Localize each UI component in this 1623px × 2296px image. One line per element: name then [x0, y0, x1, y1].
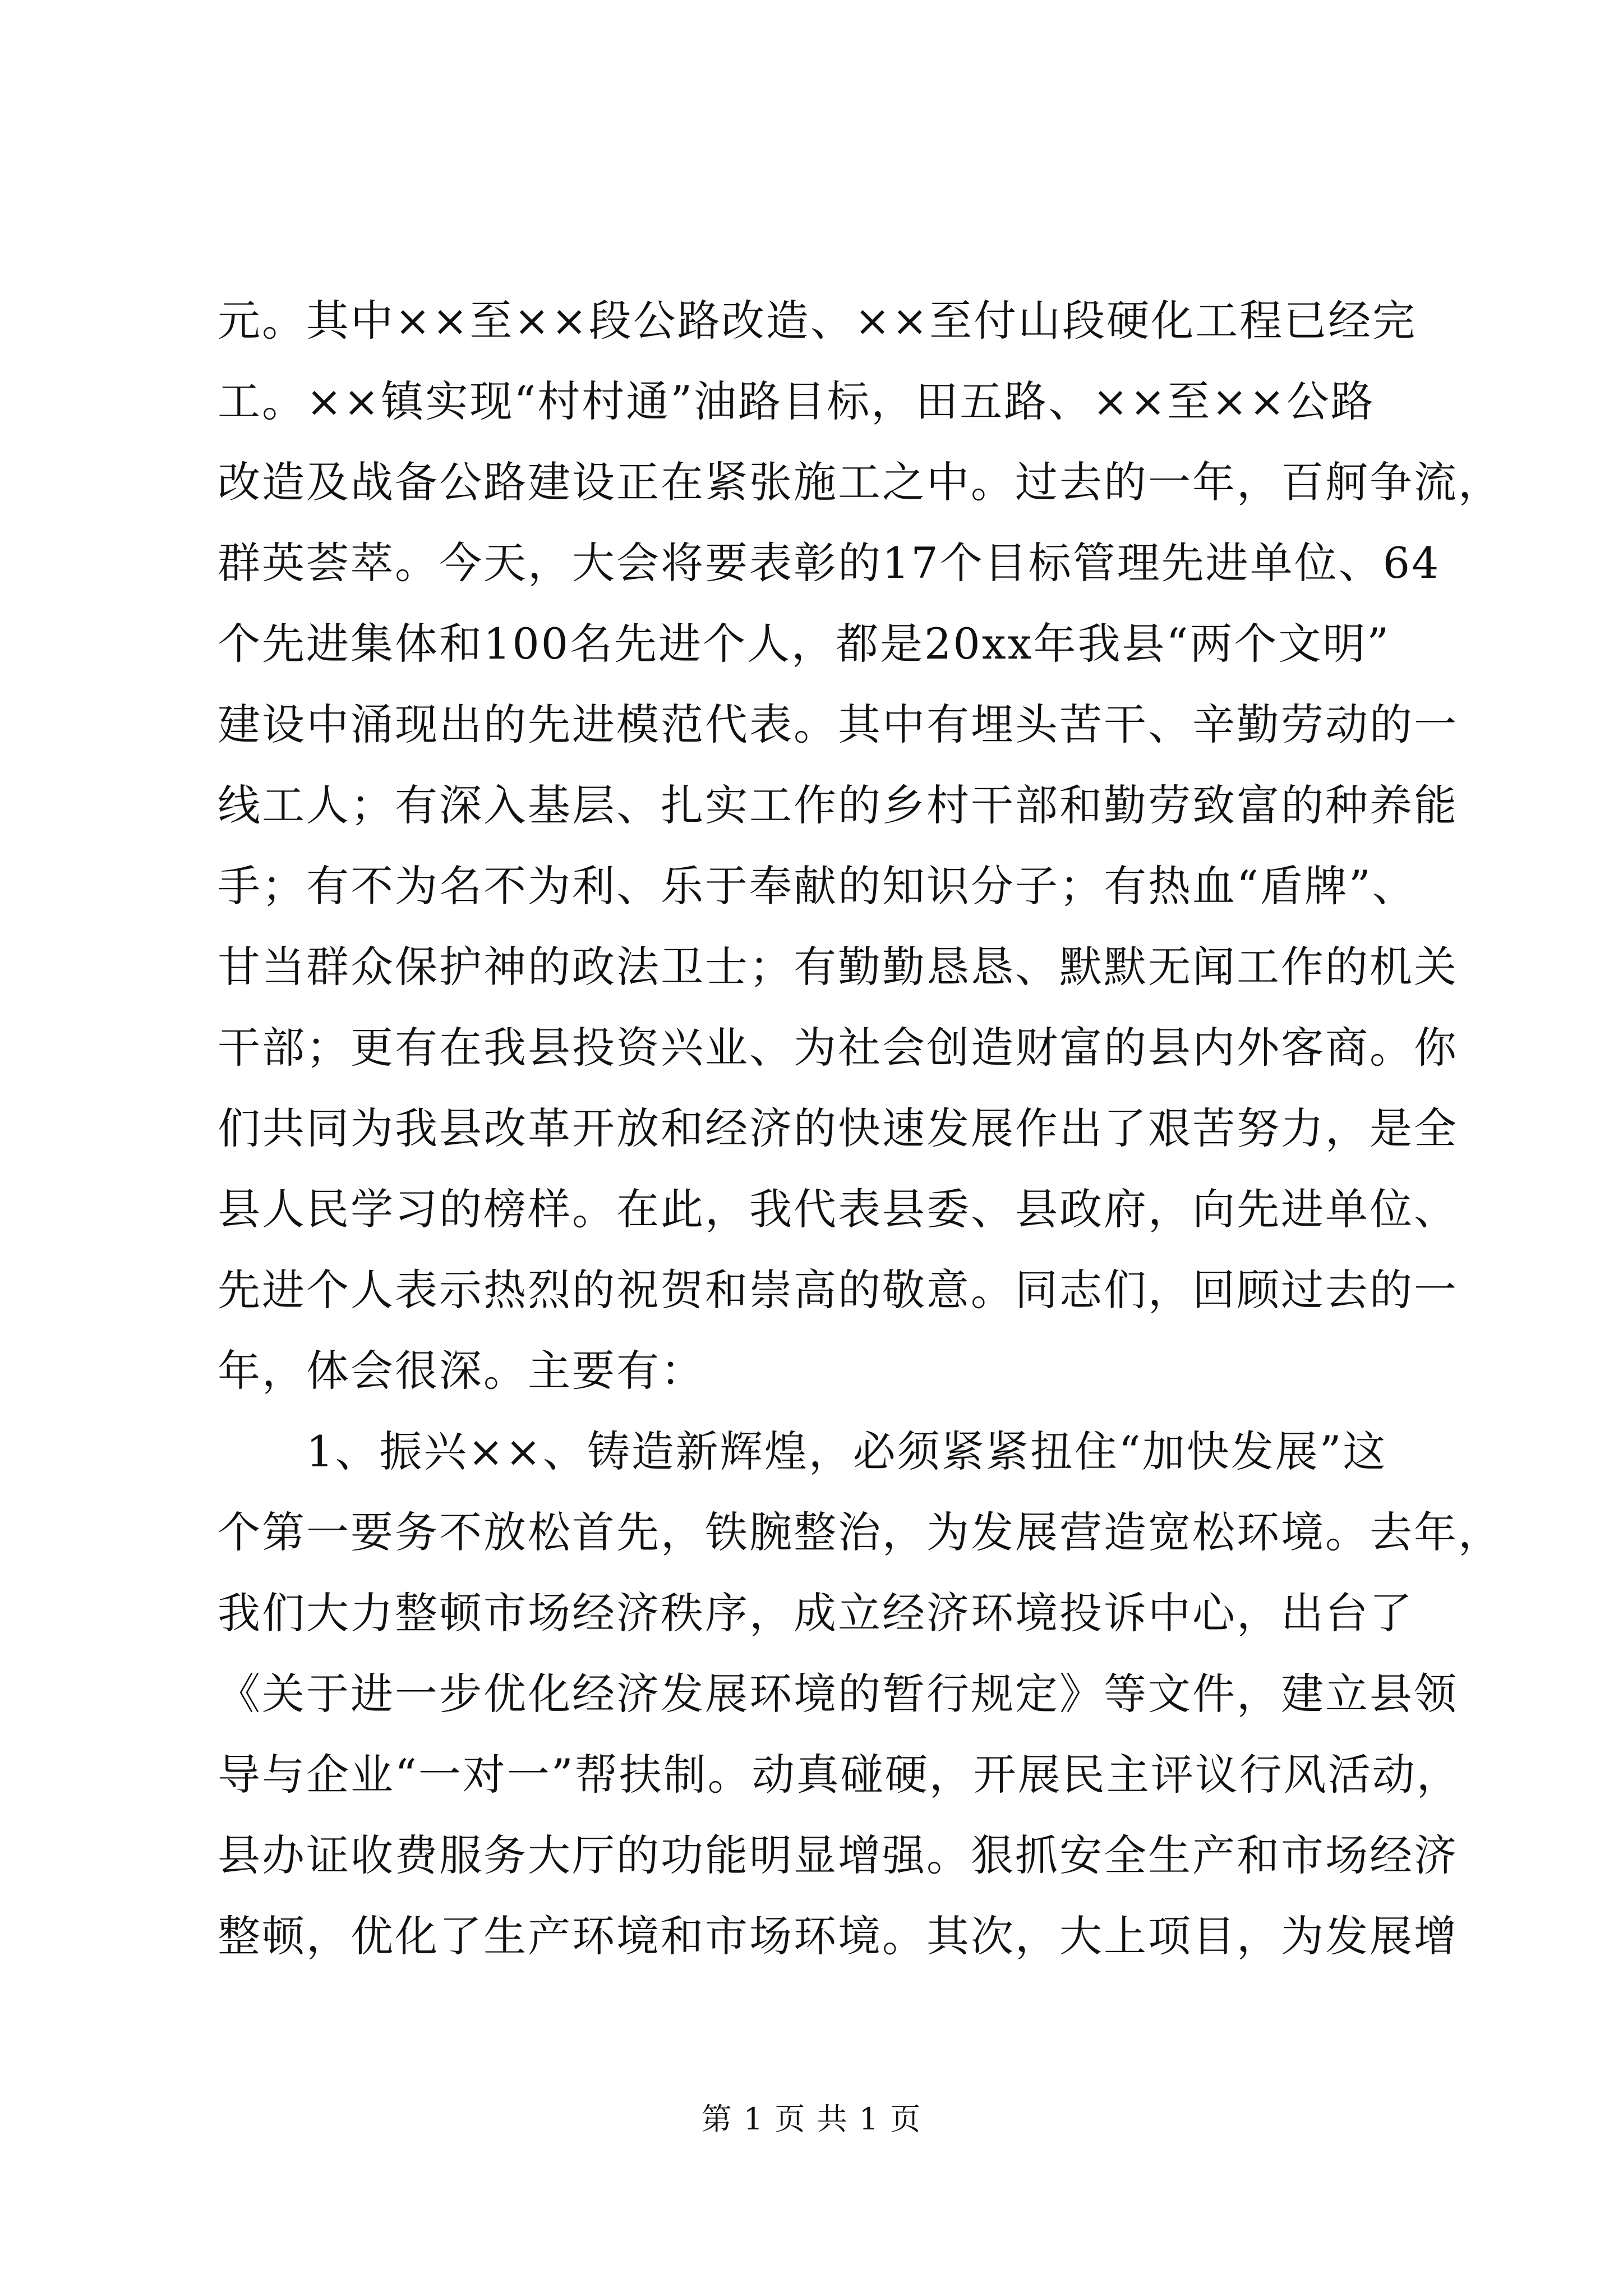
body-text [218, 280, 1502, 1977]
text-line: 们共同为我县改革开放和经济的快速发展作出了艰苦努力，是全 [218, 1103, 1458, 1153]
text-line: 甘当群众保护神的政法卫士；有勤勤恳恳、默默无闻工作的机关 [218, 942, 1458, 992]
text-line: 工。××镇实现“村村通”油路目标，田五路、××至××公路 [218, 376, 1375, 426]
text-line: 整顿，优化了生产环境和市场环境。其次，大上项目，为发展增 [218, 1911, 1458, 1961]
text-line: 1、振兴××、铸造新辉煌，必须紧紧扭住“加快发展”这 [218, 1427, 1387, 1476]
page-number-label: 第 1 页 共 1 页 [701, 2101, 922, 2137]
text-line: 改造及战备公路建设正在紧张施工之中。过去的一年，百舸争流， [218, 457, 1502, 507]
text-line: 先进个人表示热烈的祝贺和崇高的敬意。同志们，回顾过去的一 [218, 1265, 1458, 1315]
page-footer [0, 2097, 1623, 2142]
text-line: 手；有不为名不为利、乐于奉献的知识分子；有热血“盾牌”、 [218, 861, 1417, 911]
text-line: 我们大力整顿市场经济秩序，成立经济环境投诉中心，出台了 [218, 1588, 1414, 1638]
text-line: 导与企业“一对一”帮扶制。动真碰硬，开展民主评议行风活动， [218, 1750, 1461, 1800]
text-line: 县办证收费服务大厅的功能明显增强。狠抓安全生产和市场经济 [218, 1830, 1458, 1880]
text-line: 《关于进一步优化经济发展环境的暂行规定》等文件，建立县领 [218, 1669, 1458, 1719]
text-line: 建设中涌现出的先进模范代表。其中有埋头苦干、辛勤劳动的一 [218, 700, 1458, 749]
text-line: 县人民学习的榜样。在此，我代表县委、县政府，向先进单位、 [218, 1184, 1458, 1234]
text-line: 群英荟萃。今天，大会将要表彰的17个目标管理先进单位、64 [218, 538, 1441, 588]
text-line: 线工人；有深入基层、扎实工作的乡村干部和勤劳致富的种养能 [218, 780, 1458, 830]
text-line: 元。其中××至××段公路改造、××至付山段硬化工程已经完 [218, 296, 1417, 346]
text-line: 个第一要务不放松首先，铁腕整治，为发展营造宽松环境。去年， [218, 1507, 1502, 1557]
text-line: 个先进集体和100名先进个人，都是20xx年我县“两个文明” [218, 619, 1391, 669]
text-line: 年，体会很深。主要有： [218, 1346, 705, 1396]
text-line: 干部；更有在我县投资兴业、为社会创造财富的县内外客商。你 [218, 1023, 1458, 1073]
